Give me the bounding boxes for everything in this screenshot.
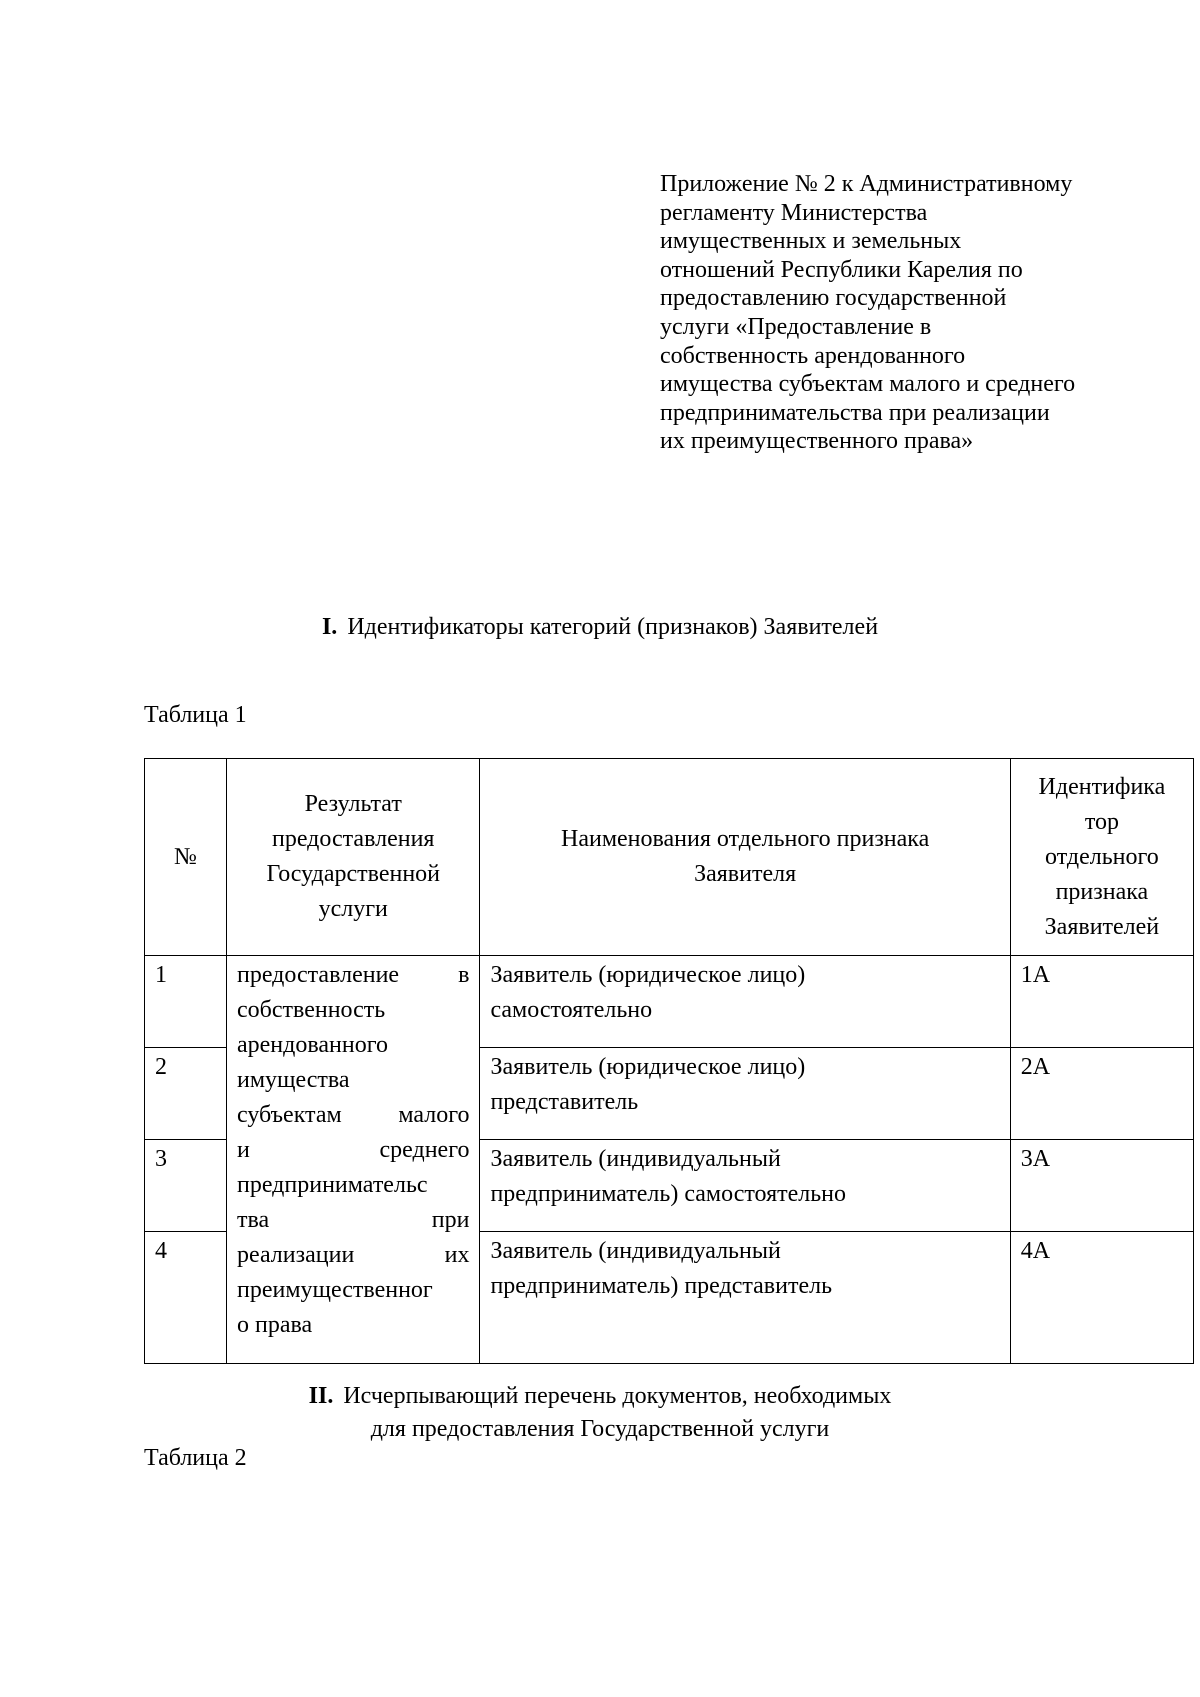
appendix-line: предпринимательства при реализации [660, 399, 1050, 426]
section-1-number: I. [321, 614, 338, 640]
appendix-line: регламенту Министерства [660, 199, 928, 226]
section-2-title-line2: для предоставления Государственной услуги [370, 1416, 830, 1442]
appendix-line: предоставлению государственной [660, 285, 1007, 312]
header-identifier: Идентифика тор отдельного признака Заявителей [1010, 759, 1193, 956]
table-1-caption: Таблица 1 [144, 702, 247, 728]
row-number: 3 [145, 1140, 227, 1232]
table-row [145, 956, 1194, 1048]
applicant-feature-cell: Заявитель (индивидуальный предприниматель) представитель [480, 1232, 1010, 1364]
identifier-cell: 4А [1010, 1232, 1193, 1364]
appendix-line: услуги «Предоставление в [660, 313, 932, 340]
table-2-caption: Таблица 2 [144, 1445, 247, 1471]
identifier-cell: 1А [1010, 956, 1193, 1048]
identifier-cell: 3А [1010, 1140, 1193, 1232]
section-2-number: II. [308, 1383, 334, 1409]
appendix-line: отношений Республики Карелия по [660, 256, 1023, 283]
service-result-cell: предоставление в собственность арендованного имущества субъектам малого и среднего предпринимательс тва при реализации их преимущественног о права [227, 956, 480, 1364]
appendix-note [660, 170, 1160, 456]
appendix-line: Приложение № 2 к Административному [660, 171, 1073, 197]
header-result: Результат предоставления Государственной услуги [227, 759, 480, 956]
section-2-heading [0, 1380, 1200, 1446]
section-1-heading [0, 611, 1200, 644]
section-2-title-line1: Исчерпывающий перечень документов, необходимых [343, 1383, 892, 1409]
section-1-title: Идентификаторы категорий (признаков) Заявителей [347, 614, 879, 640]
appendix-line: их преимущественного права» [660, 428, 974, 455]
appendix-line: имущественных и земельных [660, 228, 962, 255]
applicant-feature-cell: Заявитель (юридическое лицо) представитель [480, 1048, 1010, 1140]
header-num: № [145, 759, 227, 956]
applicant-feature-cell: Заявитель (юридическое лицо) самостоятельно [480, 956, 1010, 1048]
row-number: 1 [145, 956, 227, 1048]
header-name: Наименования отдельного признака Заявителя [480, 759, 1010, 956]
row-number: 2 [145, 1048, 227, 1140]
appendix-line: собственность арендованного [660, 342, 966, 369]
identifier-cell: 2А [1010, 1048, 1193, 1140]
table-header-row [145, 759, 1194, 956]
applicant-feature-cell: Заявитель (индивидуальный предприниматель) самостоятельно [480, 1140, 1010, 1232]
appendix-line: имущества субъектам малого и среднего [660, 371, 1076, 398]
applicant-categories-table [144, 758, 1194, 1364]
row-number: 4 [145, 1232, 227, 1364]
